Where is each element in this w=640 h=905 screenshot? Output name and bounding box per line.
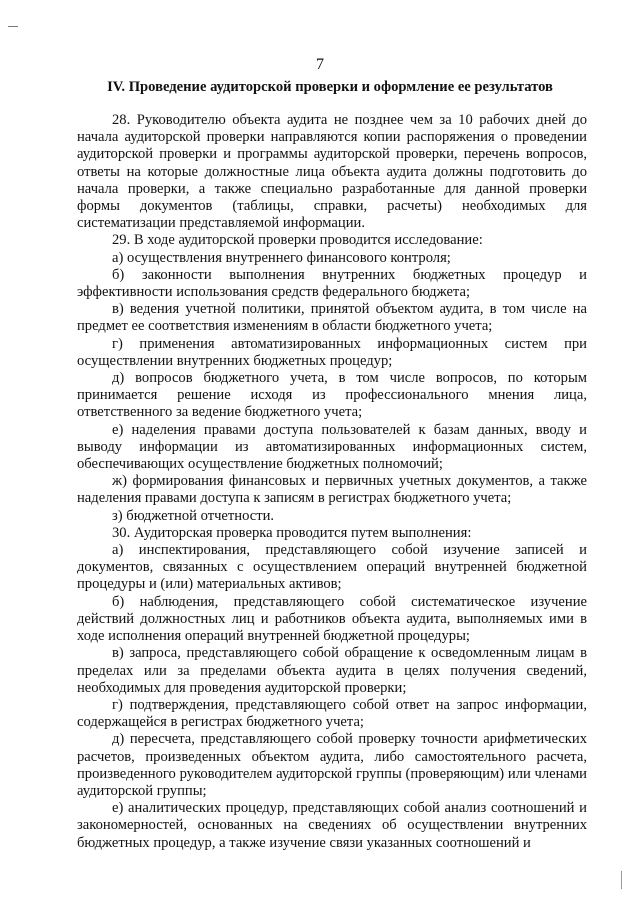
page-number: 7 — [316, 56, 324, 73]
paragraph: 28. Руководителю объекта аудита не позднее чем за 10 рабочих дней до начала аудиторской проверки направляются копии распоряжения о проведении аудиторской проверки и программы аудиторской проверки, перечень вопросов, ответы на которые должностные лица объекта аудита должны подготовить до начала проверки, а также специально разработанные для данной проверки формы документов (таблицы, справки, расчеты) необходимых для систематизации представляемой информации. — [77, 112, 587, 232]
paragraph: б) законности выполнения внутренних бюджетных процедур и эффективности использования средств федерального бюджета; — [77, 266, 587, 301]
document-body — [77, 112, 587, 852]
paragraph: а) инспектирования, представляющего собой изучение записей и документов, связанных с осуществлением операций внутренней бюджетной процедуры и (или) материальных активов; — [77, 542, 587, 593]
paragraph: е) аналитических процедур, представляющих собой анализ соотношений и закономерностей, основанных на сведениях об осуществлении внутренних бюджетных процедур, а также изучение связи указанных соотношений и — [77, 800, 587, 851]
paragraph: г) подтверждения, представляющего собой ответ на запрос информации, содержащейся в регистрах бюджетного учета; — [77, 696, 587, 731]
paragraph: в) запроса, представляющего собой обращение к осведомленным лицам в пределах или за пределами объекта аудита в целях получения сведений, необходимых для проведения аудиторской проверки; — [77, 645, 587, 696]
paragraph: 29. В ходе аудиторской проверки проводится исследование: — [112, 232, 483, 249]
paragraph: г) применения автоматизированных информационных систем при осуществлении внутренних бюджетных процедур; — [77, 335, 587, 369]
scan-mark — [8, 26, 18, 27]
paragraph: з) бюджетной отчетности. — [112, 507, 275, 524]
paragraph: д) пересчета, представляющего собой проверку точности арифметических расчетов, произведенных объектом аудита, либо самостоятельного расчета, произведенного руководителем аудиторской группы (проверяющим) или членами аудиторской группы; — [77, 731, 587, 799]
paragraph: д) вопросов бюджетного учета, в том числе вопросов, по которым принимается решение исходя из профессионального мнения лица, ответственного за ведение бюджетного учета; — [77, 370, 587, 421]
paragraph: ж) формирования финансовых и первичных учетных документов, а также наделения правами доступа к записям в регистрах бюджетного учета; — [77, 473, 587, 507]
paragraph: а) осуществления внутреннего финансового контроля; — [112, 249, 451, 266]
paragraph: в) ведения учетной политики, принятой объектом аудита, в том числе на предмет ее соответствия изменениям в области бюджетного учета; — [77, 301, 587, 335]
paragraph: б) наблюдения, представляющего собой систематическое изучение действий должностных лиц и работников объекта аудита, выполняемых ими в ходе исполнения операций внутренней бюджетной процедуры; — [77, 593, 587, 645]
section-heading: IV. Проведение аудиторской проверки и оформление ее результатов — [107, 79, 553, 95]
paragraph: 30. Аудиторская проверка проводится путем выполнения: — [112, 524, 472, 541]
scan-mark — [621, 871, 622, 889]
paragraph: е) наделения правами доступа пользователей к базам данных, вводу и выводу информации из автоматизированных информационных систем, обеспечивающих осуществление бюджетных полномочий; — [77, 421, 587, 473]
